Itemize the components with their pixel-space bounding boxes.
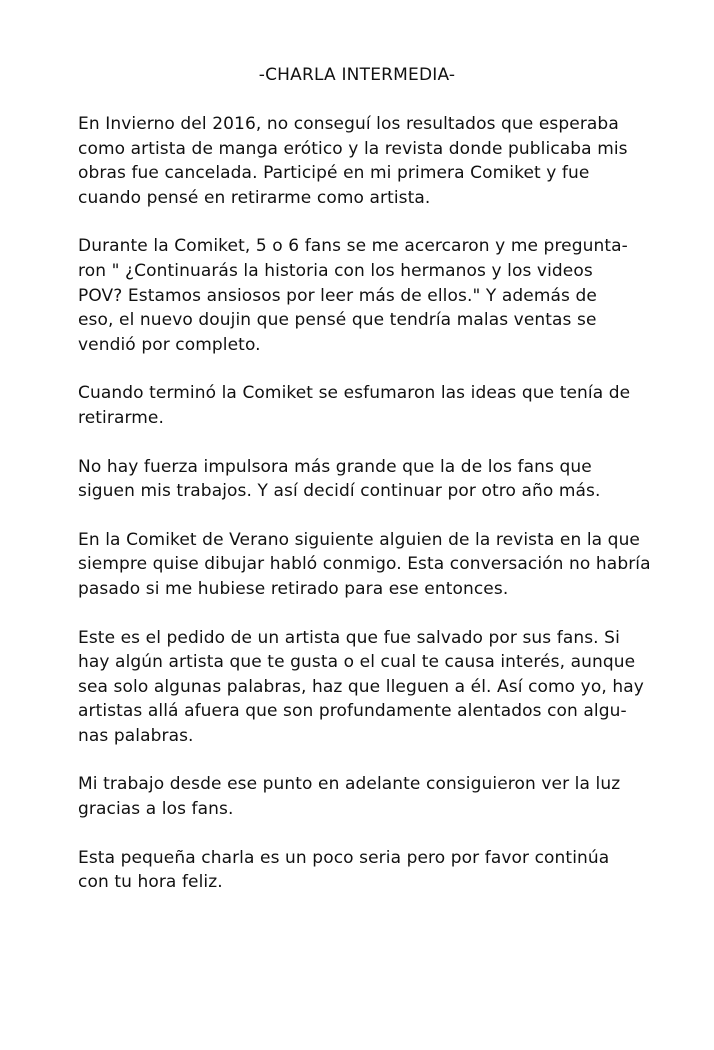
text-line: Mi trabajo desde ese punto en adelante consiguieron ver la luz (78, 774, 621, 795)
page-title: -CHARLA INTERMEDIA- (258, 65, 456, 85)
text-line: hay algún artista que te gusta o el cual te causa interés, aunque (78, 652, 636, 673)
text-line: pasado si me hubiese retirado para ese entonces. (78, 578, 509, 599)
text-line: POV? Estamos ansiosos por leer más de ellos." Y además de (78, 285, 597, 306)
paragraph-1 (78, 112, 658, 210)
paragraph-7 (78, 772, 658, 821)
text-line: siempre quise dibujar habló conmigo. Esta conversación no habría (78, 554, 651, 575)
text-line: gracias a los fans. (78, 799, 234, 820)
paragraph-4 (78, 455, 658, 504)
text-line: eso, el nuevo doujin que pensé que tendría malas ventas se (78, 310, 597, 331)
paragraph-2 (78, 234, 658, 357)
paragraph-6 (78, 626, 658, 749)
text-line: artistas allá afuera que son profundamente alentados con algu- (78, 701, 627, 722)
text-line: obras fue cancelada. Participé en mi primera Comiket y fue (78, 163, 590, 184)
text-line: cuando pensé en retirarme como artista. (78, 187, 431, 208)
text-line: con tu hora feliz. (78, 872, 223, 893)
text-line: sea solo algunas palabras, haz que lleguen a él. Así como yo, hay (78, 676, 644, 697)
text-line: retirarme. (78, 407, 164, 428)
text-line: Cuando terminó la Comiket se esfumaron las ideas que tenía de (78, 383, 631, 404)
text-line: En la Comiket de Verano siguiente alguien de la revista en la que (78, 529, 640, 550)
text-line: En Invierno del 2016, no conseguí los resultados que esperaba (78, 114, 619, 134)
text-line: Esta pequeña charla es un poco seria pero por favor continúa (78, 847, 610, 868)
text-line: ron " ¿Continuarás la historia con los hermanos y los videos (78, 260, 593, 281)
text-line: Durante la Comiket, 5 o 6 fans se me acercaron y me pregunta- (78, 236, 628, 257)
paragraph-3 (78, 381, 658, 430)
text-line: Este es el pedido de un artista que fue salvado por sus fans. Si (78, 627, 620, 648)
text-line: siguen mis trabajos. Y así decidí continuar por otro año más. (78, 481, 601, 502)
paragraph-5 (78, 528, 658, 602)
document-body (78, 112, 658, 919)
text-line: nas palabras. (78, 725, 194, 746)
text-line: como artista de manga erótico y la revista donde publicaba mis (78, 138, 628, 159)
text-line: vendió por completo. (78, 334, 261, 355)
paragraph-8 (78, 846, 658, 895)
text-line: No hay fuerza impulsora más grande que la de los fans que (78, 456, 592, 477)
